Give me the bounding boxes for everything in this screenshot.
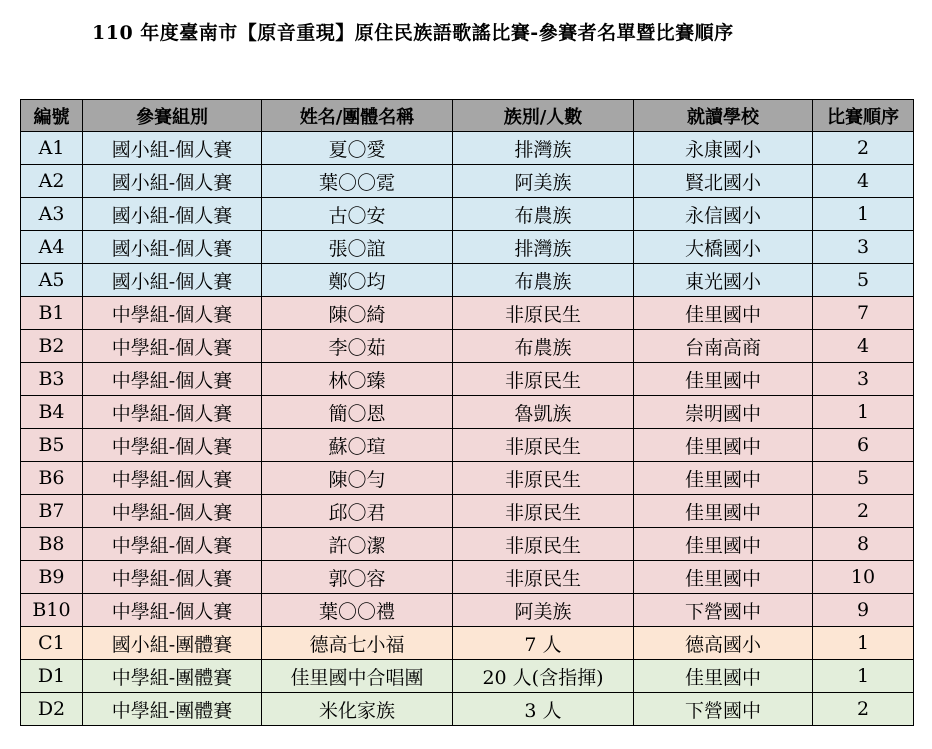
cell-order: 5 [813, 264, 914, 297]
cell-tribe: 魯凱族 [453, 396, 634, 429]
cell-category: 中學組-個人賽 [83, 363, 262, 396]
cell-tribe: 排灣族 [453, 132, 634, 165]
table-row [21, 462, 914, 495]
table-row [21, 429, 914, 462]
table-row [21, 528, 914, 561]
cell-name: 葉〇〇霓 [262, 165, 453, 198]
cell-name: 邱〇君 [262, 495, 453, 528]
table-row [21, 330, 914, 363]
cell-code: B1 [21, 297, 83, 330]
participant-table [20, 99, 914, 726]
cell-order: 6 [813, 429, 914, 462]
cell-category: 國小組-個人賽 [83, 264, 262, 297]
cell-tribe: 布農族 [453, 264, 634, 297]
cell-school: 佳里國中 [634, 495, 813, 528]
cell-code: A3 [21, 198, 83, 231]
cell-tribe: 阿美族 [453, 165, 634, 198]
cell-name: 張〇誼 [262, 231, 453, 264]
cell-tribe: 3 人 [453, 693, 634, 726]
cell-tribe: 7 人 [453, 627, 634, 660]
cell-code: D2 [21, 693, 83, 726]
cell-tribe: 阿美族 [453, 594, 634, 627]
cell-school: 下營國中 [634, 693, 813, 726]
cell-code: A1 [21, 132, 83, 165]
table-row [21, 297, 914, 330]
cell-category: 中學組-個人賽 [83, 561, 262, 594]
cell-name: 郭〇容 [262, 561, 453, 594]
table-row [21, 594, 914, 627]
cell-name: 古〇安 [262, 198, 453, 231]
cell-code: A4 [21, 231, 83, 264]
cell-name: 林〇臻 [262, 363, 453, 396]
cell-order: 7 [813, 297, 914, 330]
cell-order: 2 [813, 693, 914, 726]
cell-school: 大橋國小 [634, 231, 813, 264]
cell-name: 簡〇恩 [262, 396, 453, 429]
cell-name: 陳〇綺 [262, 297, 453, 330]
cell-tribe: 20 人(含指揮) [453, 660, 634, 693]
cell-tribe: 非原民生 [453, 297, 634, 330]
cell-code: B9 [21, 561, 83, 594]
cell-name: 許〇潔 [262, 528, 453, 561]
cell-category: 中學組-個人賽 [83, 297, 262, 330]
cell-school: 佳里國中 [634, 429, 813, 462]
cell-school: 永信國小 [634, 198, 813, 231]
header-code: 編號 [21, 100, 83, 132]
cell-code: B6 [21, 462, 83, 495]
cell-tribe: 非原民生 [453, 528, 634, 561]
cell-code: A5 [21, 264, 83, 297]
cell-tribe: 排灣族 [453, 231, 634, 264]
cell-tribe: 非原民生 [453, 561, 634, 594]
cell-school: 德高國小 [634, 627, 813, 660]
cell-category: 國小組-個人賽 [83, 198, 262, 231]
cell-order: 2 [813, 132, 914, 165]
cell-school: 佳里國中 [634, 297, 813, 330]
cell-tribe: 布農族 [453, 198, 634, 231]
table-row [21, 561, 914, 594]
cell-school: 下營國中 [634, 594, 813, 627]
cell-order: 9 [813, 594, 914, 627]
table-row [21, 363, 914, 396]
cell-code: C1 [21, 627, 83, 660]
cell-name: 蘇〇瑄 [262, 429, 453, 462]
cell-category: 中學組-團體賽 [83, 660, 262, 693]
cell-order: 4 [813, 330, 914, 363]
cell-order: 1 [813, 396, 914, 429]
cell-tribe: 非原民生 [453, 363, 634, 396]
cell-tribe: 布農族 [453, 330, 634, 363]
cell-order: 1 [813, 198, 914, 231]
table-row [21, 693, 914, 726]
cell-order: 8 [813, 528, 914, 561]
cell-order: 1 [813, 660, 914, 693]
cell-school: 賢北國小 [634, 165, 813, 198]
cell-school: 佳里國中 [634, 561, 813, 594]
table-row [21, 165, 914, 198]
cell-tribe: 非原民生 [453, 462, 634, 495]
cell-category: 中學組-個人賽 [83, 495, 262, 528]
cell-category: 中學組-個人賽 [83, 594, 262, 627]
cell-order: 3 [813, 363, 914, 396]
cell-name: 德高七小福 [262, 627, 453, 660]
cell-category: 國小組-個人賽 [83, 165, 262, 198]
cell-name: 夏〇愛 [262, 132, 453, 165]
cell-name: 葉〇〇禮 [262, 594, 453, 627]
table-row [21, 495, 914, 528]
header-order: 比賽順序 [813, 100, 914, 132]
cell-code: D1 [21, 660, 83, 693]
cell-code: A2 [21, 165, 83, 198]
table-row [21, 396, 914, 429]
cell-order: 4 [813, 165, 914, 198]
cell-name: 米化家族 [262, 693, 453, 726]
cell-category: 國小組-個人賽 [83, 231, 262, 264]
table-body [21, 132, 914, 726]
cell-category: 中學組-個人賽 [83, 528, 262, 561]
cell-school: 永康國小 [634, 132, 813, 165]
cell-school: 台南高商 [634, 330, 813, 363]
cell-school: 佳里國中 [634, 660, 813, 693]
cell-category: 中學組-個人賽 [83, 330, 262, 363]
cell-school: 佳里國中 [634, 363, 813, 396]
cell-code: B2 [21, 330, 83, 363]
cell-name: 鄭〇均 [262, 264, 453, 297]
table-row [21, 264, 914, 297]
cell-order: 1 [813, 627, 914, 660]
table-header-row [21, 100, 914, 132]
cell-category: 中學組-個人賽 [83, 462, 262, 495]
cell-school: 佳里國中 [634, 462, 813, 495]
cell-name: 李〇茹 [262, 330, 453, 363]
cell-code: B5 [21, 429, 83, 462]
table-row [21, 198, 914, 231]
cell-name: 陳〇勻 [262, 462, 453, 495]
table-row [21, 627, 914, 660]
cell-category: 國小組-個人賽 [83, 132, 262, 165]
cell-code: B8 [21, 528, 83, 561]
header-category: 參賽組別 [83, 100, 262, 132]
table-row [21, 231, 914, 264]
cell-name: 佳里國中合唱團 [262, 660, 453, 693]
cell-category: 國小組-團體賽 [83, 627, 262, 660]
table-row [21, 660, 914, 693]
cell-code: B7 [21, 495, 83, 528]
header-name: 姓名/團體名稱 [262, 100, 453, 132]
cell-tribe: 非原民生 [453, 495, 634, 528]
cell-code: B10 [21, 594, 83, 627]
cell-category: 中學組-個人賽 [83, 396, 262, 429]
cell-order: 10 [813, 561, 914, 594]
cell-order: 5 [813, 462, 914, 495]
cell-category: 中學組-個人賽 [83, 429, 262, 462]
header-school: 就讀學校 [634, 100, 813, 132]
cell-school: 崇明國中 [634, 396, 813, 429]
cell-code: B4 [21, 396, 83, 429]
cell-tribe: 非原民生 [453, 429, 634, 462]
cell-order: 3 [813, 231, 914, 264]
table-row [21, 132, 914, 165]
page-title: 110 年度臺南市【原音重現】原住民族語歌謠比賽-參賽者名單暨比賽順序 [92, 22, 734, 44]
cell-school: 佳里國中 [634, 528, 813, 561]
cell-category: 中學組-團體賽 [83, 693, 262, 726]
cell-order: 2 [813, 495, 914, 528]
header-tribe: 族別/人數 [453, 100, 634, 132]
cell-school: 東光國小 [634, 264, 813, 297]
cell-code: B3 [21, 363, 83, 396]
